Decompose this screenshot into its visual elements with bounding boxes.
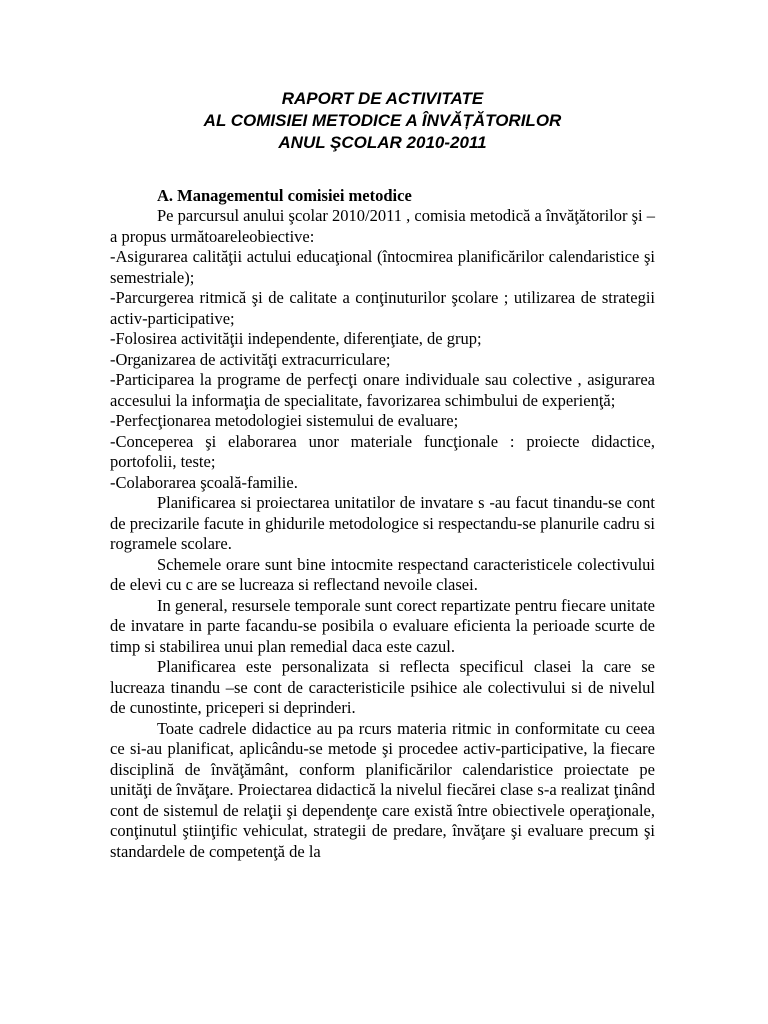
body-paragraph: Schemele orare sunt bine intocmite respectand caracteristicele colectivului de elevi cu c are se lucreaza si reflectand nevoile clasei. xyxy=(110,554,655,594)
objective-item: -Participarea la programe de perfecţi onare individuale sau colective , asigurarea accesului la informaţia de specialitate, favorizarea schimbului de experienţă; xyxy=(110,370,655,410)
intro-paragraph: Pe parcursul anului şcolar 2010/2011 , comisia metodică a învăţătorilor şi –a propus următoareleobiective: xyxy=(110,206,655,246)
document-page xyxy=(110,88,655,862)
objective-item: -Perfecţionarea metodologiei sistemului de evaluare; xyxy=(110,411,459,430)
title-line-2: AL COMISIEI METODICE A ÎNVĂȚĂTORILOR xyxy=(203,111,562,130)
body-paragraph: Toate cadrele didactice au pa rcurs materia ritmic in conformitate cu ceea ce si-au planificat, aplicându-se metode şi procedee activ-participative, la fiecare disciplină de învăţământ, conform planificărilor calendaristice proiectate pe unităţi de învăţare. Proiectarea didactică la nivelul fiecărei clase s-a realizat ţinând cont de sistemul de relaţii şi dependenţe care există între obiectivele operaţionale, conţinutul ştiinţific vehiculat, strategii de predare, învăţare şi evaluare precum şi standardele de competenţă de la xyxy=(110,718,655,861)
objective-item: -Folosirea activităţii independente, diferenţiate, de grup; xyxy=(110,329,482,348)
objective-item: -Colaborarea şcoală-familie. xyxy=(110,472,298,492)
section-heading: A. Managementul comisiei metodice xyxy=(157,186,412,205)
objective-item: -Organizarea de activităţi extracurriculare; xyxy=(110,349,391,369)
body-paragraph: In general, resursele temporale sunt corect repartizate pentru fiecare unitate de invatare in parte facandu-se posibila o evaluare eficienta la perioade scurte de timp si stabilirea unui plan remedial daca este cazul. xyxy=(110,595,655,656)
objectives-list xyxy=(110,247,655,493)
title-line-1: RAPORT DE ACTIVITATE xyxy=(281,89,484,108)
objective-item: -Conceperea şi elaborarea unor materiale funcţionale : proiecte didactice, portofolii, teste; xyxy=(110,431,655,471)
title-line-3: ANUL ŞCOLAR 2010-2011 xyxy=(278,133,487,152)
objective-item: -Asigurarea calităţii actului educaţional (întocmirea planificărilor calendaristice şi semestriale); xyxy=(110,247,655,287)
body-paragraph: Planificarea este personalizata si reflecta specificul clasei la care se lucreaza tinandu –se cont de caracteristicile psihice ale colectivului si de nivelul de cunostinte, priceperi si deprinderi. xyxy=(110,657,655,717)
document-title xyxy=(110,88,655,154)
body-paragraph: Planificarea si proiectarea unitatilor de invatare s -au facut tinandu-se cont de precizarile facute in ghidurile metodologice si respectandu-se planurile cadru si rogramele scolare. xyxy=(110,493,655,553)
objective-item: -Parcurgerea ritmică şi de calitate a conţinuturilor şcolare ; utilizarea de strategii activ-participative; xyxy=(110,288,655,328)
